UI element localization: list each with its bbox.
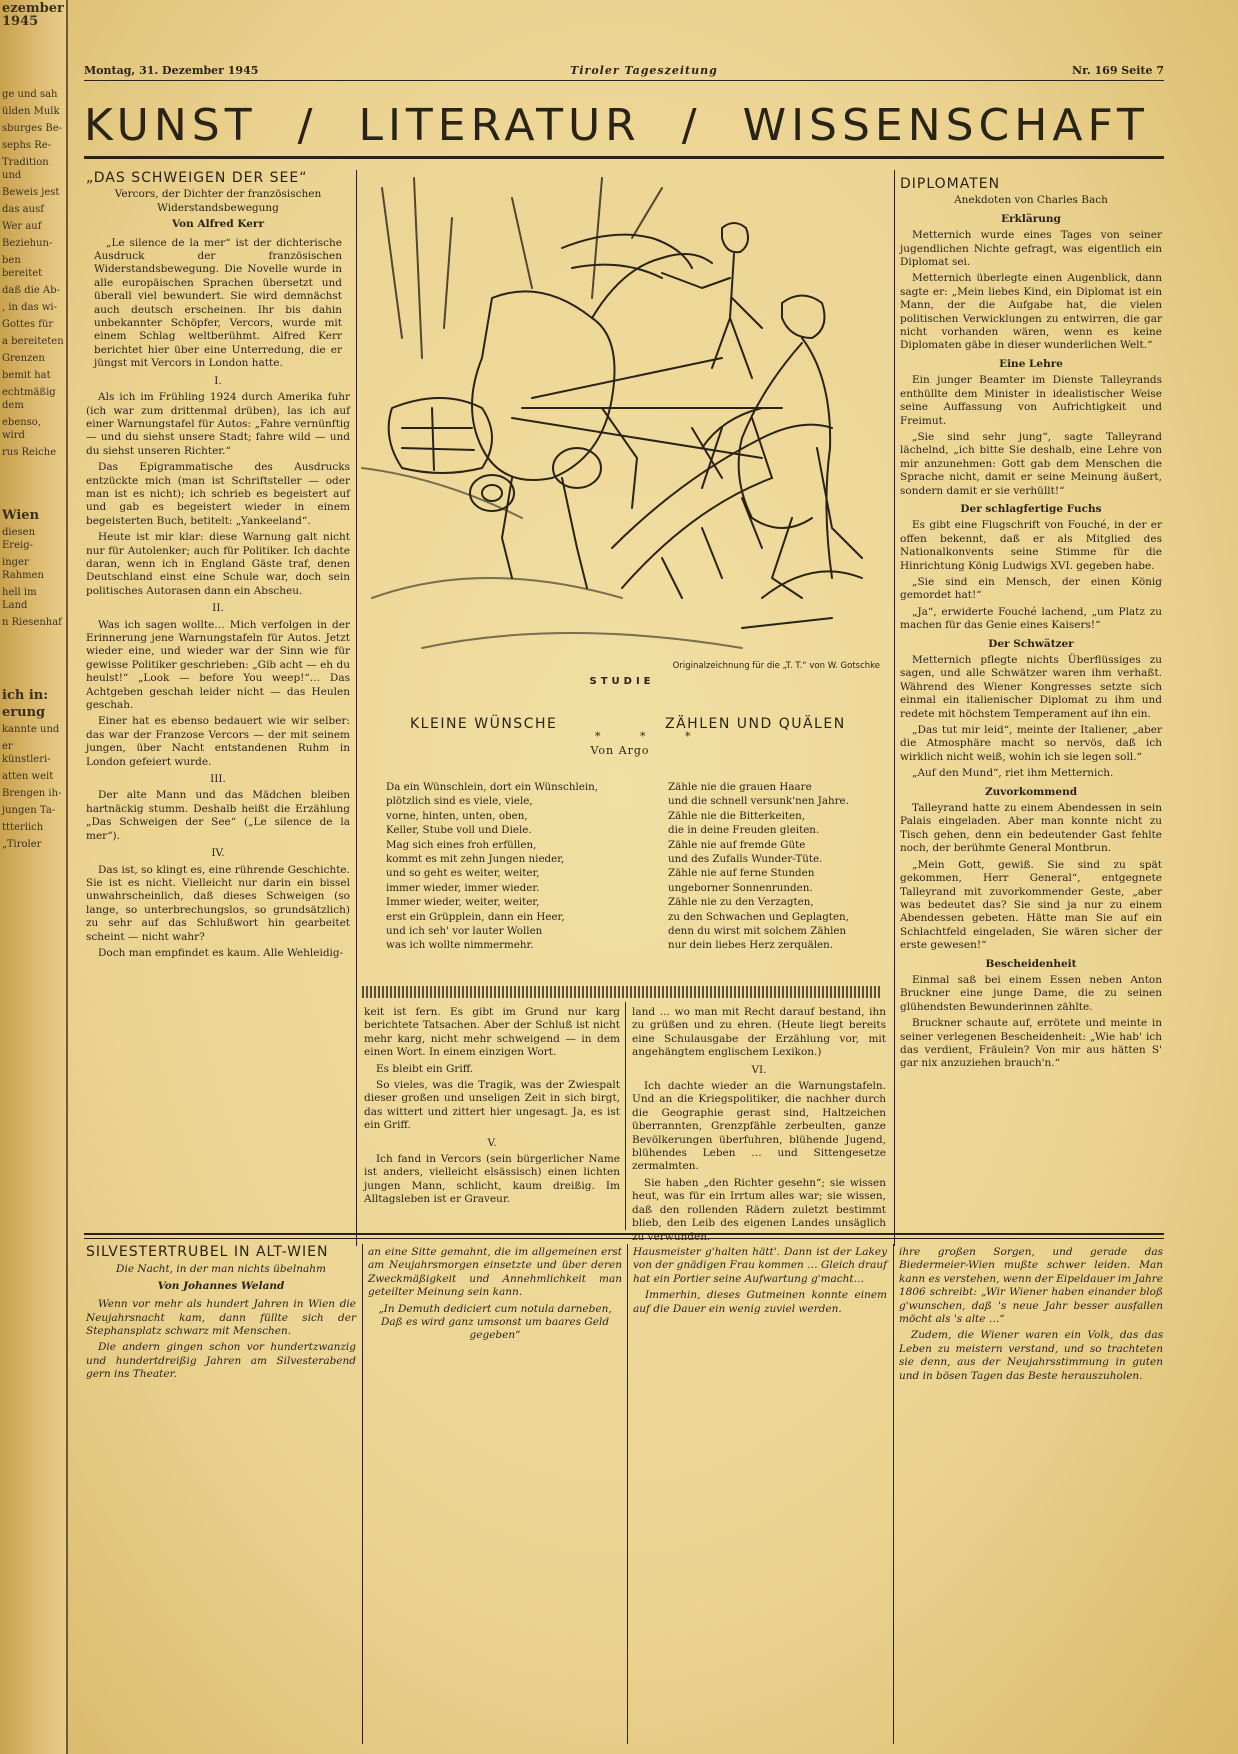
section-numeral: III. [210, 773, 226, 786]
paragraph: Doch man empfindet es kaum. Alle Wehleidig- [98, 946, 344, 959]
poem-line: was ich wollte nimmermehr. [386, 939, 534, 952]
poem-line: immer wieder, immer wieder. [386, 881, 540, 894]
paragraph: Wenn vor mehr als hundert Jahren in Wien die Neujahrsnacht kam, dann füllte sich der Stephansplatz schwarz mit Menschen. [86, 1298, 356, 1338]
ornamental-rule [362, 986, 882, 998]
poem-kleine-wuensche [386, 780, 626, 953]
paragraph: Es bleibt ein Griff. [376, 1062, 474, 1075]
gutter-text-line: jungen Ta- [2, 805, 56, 816]
poem-line: Da ein Wünschlein, dort ein Wünschlein, [386, 781, 599, 793]
gutter-text-line: inger Rahmen [2, 557, 45, 581]
illustration-title: STUDIE [589, 676, 655, 687]
poem-byline: Von Argo [590, 744, 650, 757]
article-subtitle: Die Nacht, in der man nichts übelnahm [116, 1263, 326, 1276]
section-numeral: II. [212, 602, 224, 615]
section-numeral: I. [214, 374, 222, 387]
paragraph: Das ist, so klingt es, eine rührende Geschichte. Sie ist es nicht. Vielleicht nur darin ein bissel unwahrscheinlich, daß dieses Schweigen (so lange, so unterbrechungslos, so grundsätzlich) zu sehr auf das Schlußwort hin gearbeitet scheint — nicht wahr? [86, 863, 350, 943]
gutter-text-line: das ausf [2, 204, 44, 215]
article-silvestertrubel-col2 [368, 1246, 622, 1746]
anecdote-heading: Eine Lehre [999, 357, 1063, 370]
gutter-mid-fragments [0, 524, 66, 631]
anecdote-heading: Zuvorkommend [984, 785, 1078, 798]
poem-line: erst ein Grüpplein, dann ein Heer, [386, 910, 565, 923]
article-schweigen-der-see [86, 172, 350, 1230]
article-silvestertrubel [86, 1246, 356, 1746]
masthead-wissenschaft: WISSENSCHAFT [742, 100, 1149, 151]
column-rule [894, 170, 895, 1246]
gutter-text-line: Beweis jest [2, 187, 60, 198]
gutter-text-line: bemit hat [2, 370, 51, 381]
masthead-separator: / [681, 100, 702, 151]
gutter-date-fragment: ezember 1945 [2, 1, 64, 29]
paragraph: Als ich im Frühling 1924 durch Amerika fuhr (ich war zum drittenmal drüben), las ich auf einer Warnungstafel für Autos: „Fahre vernünftig — und du siehst unsere Stadt; fahre wild — und du siehst unseren Richter.“ [86, 391, 350, 457]
paragraph: „Mein Gott, gewiß. Sie sind zu spät gekommen, Herr General“, entgegnete Talleyrand mit zuvorkommender Geste, „aber was bedeutet das? Sie sind ja nur zu einem Abendessen gebeten. Hätte man Sie auf ein Schlachtfeld eingeladen, Sie wären sicher der erste gewesen!“ [900, 858, 1162, 952]
paragraph: Zudem, die Wiener waren ein Volk, das das Leben zu meistern verstand, und so trachteten sie denn, aus der Neujahrsstimmung in guten und in bösen Tagen das Beste herauszuholen. [899, 1329, 1163, 1382]
gutter-text-line: sephs Re- [2, 140, 52, 151]
paragraph: Heute ist mir klar: diese Warnung galt nicht nur für Autolenker; auch für Politiker. Ich dachte daran, wenn ich in England Gäste traf, denen Deutschland einst eine Schule war, doch sein politisches Autorasen dann ein Abscheu. [86, 531, 350, 597]
article-lead: „Le silence de la mer“ ist der dichterische Ausdruck der französischen Widerstandsbewegung. Die Novelle wurde in alle europäischen Sprachen übersetzt und überall viel bewundert. Sie wird demnächst auch deutsch erscheinen. Ihr bis dahin unbekannter Schöpfer, Vercors, wurde mit einem Schlag weltberühmt. Alfred Kerr berichtet hier über eine Unterredung, die er jüngst mit Vercors in London hatte. [94, 236, 342, 370]
poem-line: und des Zufalls Wunder-Tüte. [668, 853, 823, 866]
column-rule [356, 170, 357, 1246]
gutter-text-line: daß die Ab- [2, 285, 60, 296]
poem-title-zaehlen-und-quaelen: ZÄHLEN UND QUÄLEN [665, 716, 846, 732]
paragraph: Metternich pflegte nichts Überflüssiges zu sagen, und alle Schwätzer waren ihm verhaßt. Während des Wiener Kongresses setzte sich einmal ein italienischer Diplomat zu ihm und redete mit höchstem Temperament auf ihn ein. [900, 654, 1162, 720]
poem-line: vorne, hinten, unten, oben, [386, 809, 528, 822]
paragraph: Das Epigrammatische des Ausdrucks entzückte mich (man ist Schriftsteller — oder man ist es nicht); ich schrieb es begeistert auf und gab es begeistert wieder in einem begeisterten Buch, betitelt: „Yankeeland“. [86, 461, 350, 527]
gutter-text-line: echtmäßig dem [2, 387, 56, 411]
article-silvestertrubel-col4 [899, 1246, 1163, 1746]
page-header-line [84, 64, 1164, 81]
gutter-heading-wien: Wien [2, 508, 40, 523]
quoted-verse: „In Demuth dediciert cum notula darneben, Daß es wird ganz umsonst um baares Geld gegeben“ [378, 1302, 612, 1342]
paragraph: Es gibt eine Flugschrift von Fouché, in der er offen bekennt, daß er als Mitglied des Nationalkonvents seine Stimme für die Hinrichtung König Ludwigs XVI. gegeben habe. [900, 519, 1162, 572]
gutter-text-line: Tradition und [2, 157, 49, 181]
poem-line: Keller, Stube voll und Diele. [386, 824, 532, 837]
article-title: „DAS SCHWEIGEN DER SEE“ [86, 170, 308, 186]
paragraph: Ich fand in Vercors (sein bürgerlicher Name ist anders, vielleicht elsässisch) einen lichten jungen Mann, schlicht, kaum dreißig. Im Alltagsleben ist er Graveur. [364, 1153, 620, 1206]
column-rule [893, 1244, 894, 1744]
poem-line: Zähle nie die Bitterkeiten, [668, 809, 806, 822]
poem-line: plötzlich sind es viele, viele, [386, 795, 533, 808]
poem-line: Zähle nie auf fremde Güte [668, 838, 806, 851]
previous-page-gutter [0, 0, 68, 1754]
gutter-heading-lower: ich in: [2, 688, 49, 703]
section-divider [84, 1238, 1164, 1239]
paragraph: ihre großen Sorgen, und gerade das Biedermeier-Wien mußte schwer leiden. Man kann es verstehen, wenn der Eipeldauer im Jahre 1806 schreibt: „Wir Wiener haben einander bloß g'wunschen, daß 's neue Jahr besser ausfallen möcht als 's alte …“ [899, 1246, 1163, 1326]
section-masthead [84, 96, 1164, 159]
anecdote-heading: Der Schwätzer [988, 637, 1074, 650]
gutter-text-line: Beziehun- [2, 238, 53, 249]
gutter-text-line: diesen Ereig- [2, 527, 36, 551]
paragraph: Einer hat es ebenso bedauert wie wir selber: das war der Franzose Vercors — der mit seinem jungen, über Nacht entstandenen Ruhm in London gefeiert wurde. [86, 715, 350, 768]
poem-line: nur dein liebes Herz zerquälen. [668, 939, 834, 952]
poem-line: Immer wieder, weiter, weiter, [386, 896, 540, 909]
masthead-kunst: KUNST [84, 100, 257, 151]
gutter-subheading-lower: erung [2, 705, 46, 720]
paragraph: Immerhin, dieses Gutmeinen konnte einem auf die Dauer ein wenig zuviel werden. [633, 1289, 887, 1315]
paragraph: „Auf den Mund“, riet ihm Metternich. [912, 767, 1114, 780]
gutter-text-line: rus Reiche [2, 447, 57, 458]
poem-title-kleine-wuensche: KLEINE WÜNSCHE [410, 716, 558, 732]
article-subtitle: Anekdoten von Charles Bach [954, 194, 1108, 207]
issue-date: Montag, 31. Dezember 1945 [84, 64, 259, 77]
poem-line: kommt es mit zehn Jungen nieder, [386, 853, 565, 866]
gutter-text-line: ebenso, wird [2, 417, 42, 441]
column-rule [362, 1244, 363, 1744]
gutter-text-line: , in das wi- [2, 302, 57, 313]
gutter-text-line: Brengen ih- [2, 788, 62, 799]
paragraph: Bruckner schaute auf, errötete und meinte in seiner verlegenen Bescheidenheit: „Wie hab' ich das verdient, Fräulein? Von mir aus hätten S' gar nix anzuziehen brauch'n.“ [900, 1017, 1162, 1070]
poem-line: Zähle nie auf ferne Stunden [668, 867, 815, 880]
article-title: SILVESTERTRUBEL IN ALT-WIEN [86, 1244, 329, 1260]
gutter-text-line: a bereiteten [2, 336, 64, 347]
gutter-text-line: ben bereitet [2, 255, 43, 279]
gutter-text-fragments [0, 86, 66, 461]
poem-ornament: * * * [595, 730, 709, 743]
poem-line: und ich seh' vor lauter Wollen [386, 925, 543, 938]
article-continuation-left [364, 1006, 620, 1228]
paragraph: Die andern gingen schon vor hundertzwanzig und hundertdreißig Jahren am Silvesterabend gern ins Theater. [86, 1341, 356, 1381]
poem-line: Mag sich eines froh erfüllen, [386, 838, 537, 851]
paragraph: So vieles, was die Tragik, was der Zwiespalt dieser großen und unseligen Zeit in sich birgt, das wittert und zittert hier ungesagt. Ja, es ist ein Griff. [364, 1079, 620, 1132]
gutter-text-line: atten weit [2, 771, 54, 782]
section-numeral: IV. [211, 847, 225, 860]
paragraph: „Das tut mir leid“, meinte der Italiener, „aber die Atmosphäre macht so nervös, daß ich wirklich nicht weiß, wohin ich sie legen soll.“ [900, 724, 1162, 763]
article-diplomaten [900, 178, 1162, 1230]
gutter-text-line: ttterlich [2, 822, 44, 833]
poem-zaehlen-und-quaelen [668, 780, 878, 953]
column-rule [625, 1002, 626, 1230]
gutter-text-line: Grenzen [2, 353, 45, 364]
paragraph: Ich dachte wieder an die Warnungstafeln. Und an die Kriegspolitiker, die nachher durch die Geographie gerast sind, Haltzeichen überrannten, Grenzpfähle zerbeulten, ganze Bevölkerungen überfuhren, blühende Jugend, blühendes Leben … und Sittengesetze zermalmten. [632, 1080, 886, 1173]
section-numeral: V. [487, 1136, 497, 1149]
poem-line: Zähle nie die grauen Haare [668, 781, 812, 793]
gutter-lower-fragments [0, 721, 66, 853]
article-continuation-right [632, 1006, 886, 1243]
poem-line: und so geht es weiter, weiter, [386, 867, 540, 880]
paragraph: „Sie sind sehr jung“, sagte Talleyrand lächelnd, „ich bitte Sie deshalb, eine Lehre von mir anzunehmen: Gott gab dem Menschen die Sprache nicht, damit er seine Meinung äußert, sondern damit er sie verhüllt!“ [900, 430, 1162, 497]
section-divider [84, 1233, 1164, 1235]
gutter-text-line: Wer auf [2, 221, 42, 232]
gutter-text-line: n Riesenhaf [2, 617, 62, 628]
poem-line: zu den Schwachen und Geplagten, [668, 910, 849, 923]
article-byline: Von Alfred Kerr [172, 218, 264, 231]
issue-page-number: Nr. 169 Seite 7 [1072, 64, 1164, 77]
gutter-text-line: ge und sah [2, 89, 58, 100]
anecdote-heading: Bescheidenheit [985, 957, 1077, 970]
gutter-text-line: „Tiroler [2, 839, 42, 850]
article-byline: Von Johannes Weland [157, 1279, 285, 1292]
masthead-literatur: LITERATUR [358, 100, 641, 151]
paragraph: an eine Sitte gemahnt, die im allgemeinen erst am Neujahrsmorgen einsetzte und über deren Zweckmäßigkeit und Annehmlichkeit man geteilter Meinung sein kann. [368, 1246, 622, 1299]
anecdote-heading: Der schlagfertige Fuchs [960, 502, 1102, 515]
gutter-text-line: hell im Land [2, 587, 37, 611]
paragraph: Talleyrand hatte zu einem Abendessen in sein Palais eingeladen. Aber man konnte nicht zu Tisch gehen, denn ein bedeutender Gast fehlte noch, der berühmte General Montbrun. [900, 802, 1162, 855]
paragraph: Der alte Mann und das Mädchen bleiben hartnäckig stumm. Deshalb heißt die Erzählung „Das Schweigen der See“ („Le silence de la mer“). [86, 789, 350, 842]
article-title: DIPLOMATEN [900, 176, 1001, 192]
poem-line: denn du wirst mit solchem Zählen [668, 925, 847, 938]
illustration-caption: Originalzeichnung für die „T. T.“ von W. Gotschke [672, 661, 880, 671]
paragraph: land … wo man mit Recht darauf bestand, ihn zu grüßen und zu ehren. (Heute liegt bereits eine Schulausgabe der Erzählung vor, mit angehängtem englischem Lexikon.) [632, 1006, 886, 1059]
paragraph: Einmal saß bei einem Essen neben Anton Bruckner eine junge Dame, die zu seinen glühendsten Bewunderinnen zählte. [900, 973, 1162, 1013]
column-rule [627, 1244, 628, 1744]
poem-line: Zähle nie zu den Verzagten, [668, 896, 814, 909]
paragraph: „Sie sind ein Mensch, der einen König gemordet hat!“ [900, 575, 1162, 602]
poem-line: und die schnell versunk'nen Jahre. [668, 795, 849, 808]
paragraph: Hausmeister g'halten hätt'. Dann ist der Lakey von der gnädigen Frau kommen … Gleich drauf hat ein Portier seine Aufwartung g'macht… [633, 1246, 887, 1285]
poem-line: ungeborner Sonnenrunden. [668, 881, 813, 894]
poem-line: die in deine Freuden gleiten. [668, 824, 820, 837]
newspaper-name: Tiroler Tageszeitung [570, 64, 718, 77]
article-subtitle: Vercors, der Dichter der französischen Widerstandsbewegung [114, 188, 322, 214]
paragraph: Sie haben „den Richter gesehn“; sie wissen heut, was für ein Irrtum alles war; sie wissen, daß den rollenden Rädern zuletzt bestimmt blieb, den Leib des eigenen Landes unsäglich zu verwunden. [632, 1176, 886, 1243]
masthead-separator: / [297, 100, 318, 151]
paragraph: Was ich sagen wollte… Mich verfolgen in der Erinnerung jene Warnungstafeln für Autos. Jetzt wieder eine, und wieder war der Sinn wie für gewisse Politiker geschrieben: „Gib acht — eh du heulst!“ „Look — before You weep!“… Das Achtgeben geschah leider nicht — das Heulen geschah. [86, 618, 350, 712]
gutter-text-line: ülden Mulk [2, 106, 60, 117]
gutter-text-line: kannte und [2, 724, 60, 735]
anecdote-heading: Erklärung [1001, 212, 1061, 225]
paragraph: Ein junger Beamter im Dienste Talleyrands enthüllte dem Minister in idealistischer Weise seine Auffassung von Aufrichtigkeit und Freimut. [900, 374, 1162, 427]
paragraph: „Ja“, erwiderte Fouché lachend, „um Platz zu machen für das Genie eines Kaisers!“ [900, 605, 1162, 632]
article-silvestertrubel-col3 [633, 1246, 887, 1746]
gutter-text-line: er künstleri- [2, 741, 51, 765]
paragraph: Metternich überlegte einen Augenblick, dann sagte er: „Mein liebes Kind, ein Diplomat ist ein Mann, der die Aufgabe hat, die vielen politischen Verwicklungen zu entwirren, die gar nicht vorhanden wären, wenn es keine Diplomaten gäbe in dieser wunderlichen Welt.“ [900, 272, 1162, 352]
paragraph: keit ist fern. Es gibt im Grund nur karg berichtete Tatsachen. Aber der Schluß ist nicht mehr karg, nicht mehr schweigend — in dem einen Wort. In einem einzigen Wort. [364, 1006, 620, 1059]
gutter-text-line: Gottes für [2, 319, 54, 330]
paragraph: Metternich wurde eines Tages von seiner jugendlichen Nichte gefragt, was eigentlich ein Diplomat sei. [900, 229, 1162, 269]
gutter-text-line: sburges Be- [2, 123, 63, 134]
section-numeral: VI. [751, 1063, 767, 1076]
illustration-sketch [362, 178, 882, 656]
